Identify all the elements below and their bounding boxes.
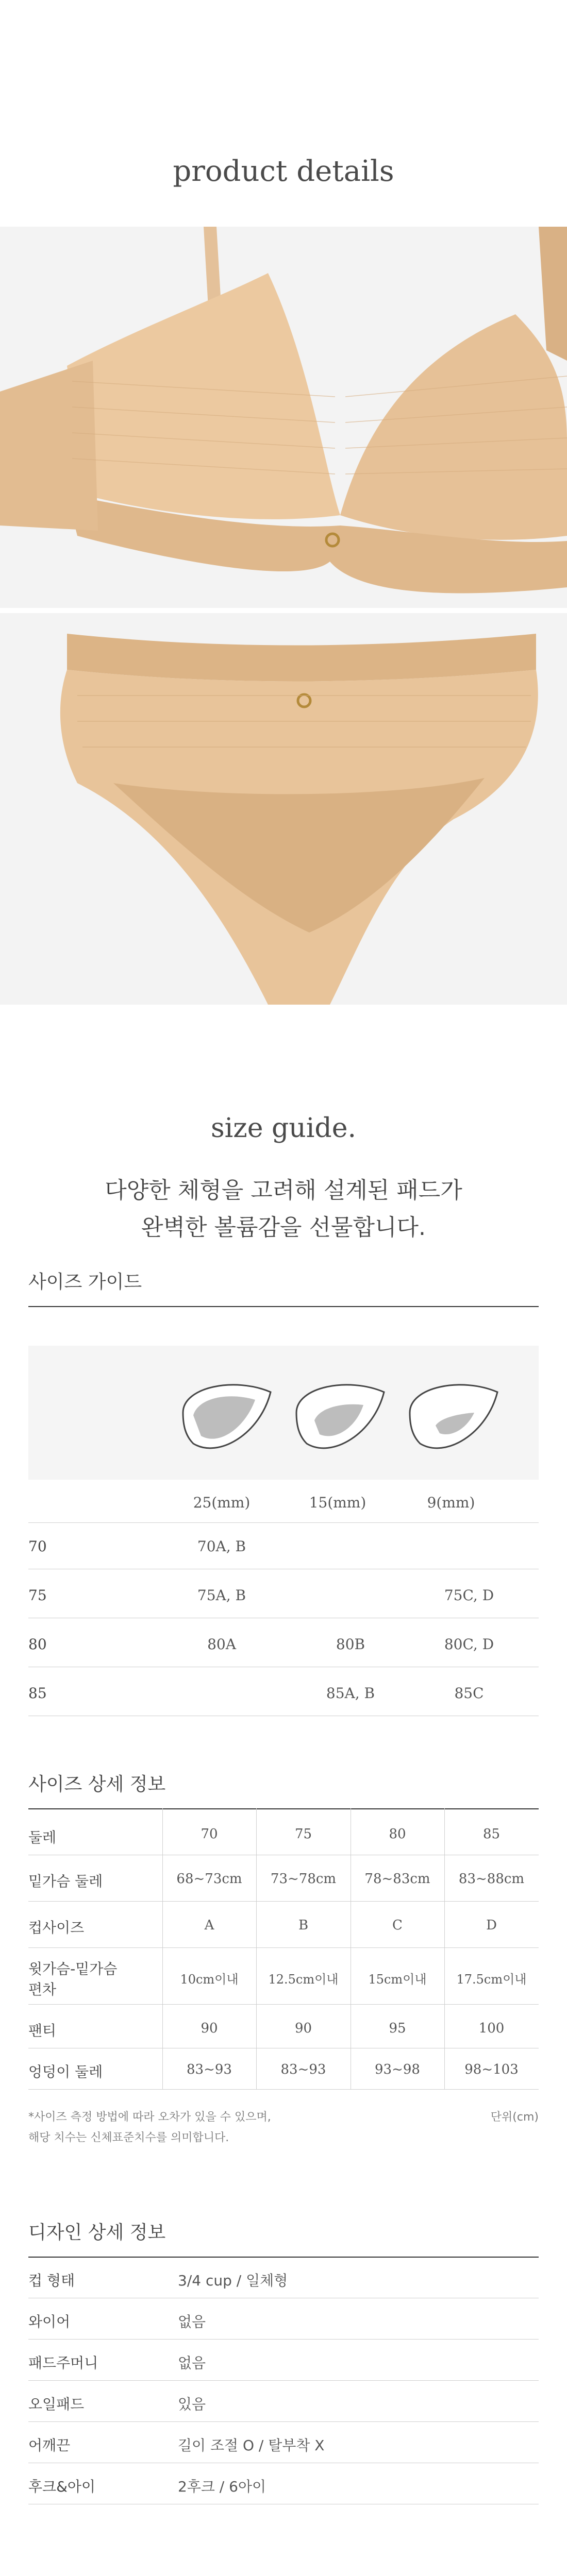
detail-cell: 100: [478, 2021, 505, 2036]
design-value: 3/4 cup / 일체형: [178, 2272, 288, 2289]
detail-label: 밑가슴 둘레: [28, 1873, 103, 1890]
detail-cell: D: [486, 1918, 497, 1933]
size-cell: 80A: [207, 1636, 236, 1653]
column-divider: [162, 1808, 163, 2089]
detail-cell: 78~83cm: [364, 1871, 430, 1887]
detail-cell: 70: [201, 1826, 218, 1842]
design-value: 없음: [178, 2313, 206, 2330]
design-value: 있음: [178, 2396, 206, 2413]
size-guide-title: size guide.: [210, 1113, 356, 1144]
divider: [28, 1522, 539, 1523]
divider: [28, 2257, 539, 2258]
panty-photo: [0, 613, 567, 1005]
detail-label: 컵사이즈: [28, 1919, 85, 1936]
size-cell: 85A, B: [326, 1685, 375, 1702]
detail-cell: 95: [389, 2021, 406, 2036]
detail-cell: 17.5cm이내: [456, 1972, 527, 1987]
divider: [28, 1808, 539, 1809]
size-cell: 85C: [454, 1685, 484, 1702]
band-label: 70: [28, 1538, 47, 1555]
divider: [28, 1306, 539, 1307]
divider: [28, 2380, 539, 2381]
cup-9mm-icon: [410, 1385, 497, 1448]
detail-label: 둘레: [28, 1829, 57, 1846]
divider: [28, 2421, 539, 2422]
design-value: 길이 조절 O / 탈부착 X: [178, 2437, 325, 2454]
detail-cell: 90: [201, 2021, 218, 2036]
size-cell: 80C, D: [444, 1636, 494, 1653]
detail-cell: 90: [294, 2021, 312, 2036]
cup-label-25: 25(mm): [193, 1494, 251, 1511]
detail-table-title: 사이즈 상세 정보: [28, 1774, 166, 1795]
detail-cell: 83~93: [187, 2062, 232, 2077]
detail-cell: B: [298, 1918, 309, 1933]
detail-cell: 75: [294, 1826, 312, 1842]
band-label: 75: [28, 1587, 47, 1604]
size-guide-intro: [0, 1172, 567, 1246]
size-cell: 80B: [336, 1636, 365, 1653]
detail-cell: C: [392, 1918, 403, 1933]
divider: [28, 1901, 539, 1902]
design-label: 후크&아이: [28, 2478, 96, 2495]
unit-label: 단위(cm): [490, 2111, 539, 2124]
column-divider: [444, 1808, 445, 2089]
band-label: 80: [28, 1636, 47, 1653]
bra-photo: [0, 227, 567, 608]
design-table-title: 디자인 상세 정보: [28, 2222, 166, 2243]
detail-cell: 98~103: [464, 2062, 519, 2077]
cup-label-9: 9(mm): [427, 1494, 475, 1511]
product-details-title: product details: [173, 155, 394, 188]
detail-cell: 93~98: [375, 2062, 420, 2077]
detail-label: 엉덩이 둘레: [28, 2063, 103, 2080]
design-label: 오일패드: [28, 2396, 85, 2413]
detail-label: 윗가슴-밑가슴: [28, 1960, 118, 1977]
detail-cell: 15cm이내: [368, 1972, 427, 1987]
detail-cell: 68~73cm: [176, 1871, 242, 1887]
detail-cell: A: [204, 1918, 214, 1933]
design-label: 와이어: [28, 2313, 71, 2330]
size-table-title: 사이즈 가이드: [28, 1272, 142, 1293]
divider: [28, 2089, 539, 2090]
detail-cell: 85: [482, 1826, 501, 1842]
note-line-1: *사이즈 측정 방법에 따라 오차가 있을 수 있으며,: [28, 2111, 271, 2124]
cup-15mm-icon: [296, 1385, 384, 1448]
design-label: 어깨끈: [28, 2437, 71, 2454]
detail-cell: 10cm이내: [180, 1972, 239, 1987]
detail-label: 팬티: [28, 2022, 57, 2039]
detail-label: 편차: [28, 1981, 57, 1998]
detail-cell: 80: [389, 1826, 406, 1842]
cup-label-15: 15(mm): [309, 1494, 366, 1511]
column-divider: [256, 1808, 257, 2089]
band-label: 85: [28, 1685, 47, 1702]
design-value: 2후크 / 6아이: [178, 2478, 266, 2495]
design-value: 없음: [178, 2354, 206, 2371]
divider: [28, 2004, 539, 2005]
design-label: 컵 형태: [28, 2272, 75, 2289]
size-cell: 75C, D: [444, 1587, 494, 1604]
size-cell: 70A, B: [197, 1538, 246, 1555]
size-cell: 75A, B: [197, 1587, 246, 1604]
design-label: 패드주머니: [28, 2354, 98, 2371]
detail-cell: 83~88cm: [458, 1871, 525, 1887]
detail-cell: 83~93: [280, 2062, 326, 2077]
intro-line-2: 완벽한 볼륨감을 선물합니다.: [141, 1214, 426, 1241]
cup-illustration-band: [28, 1346, 539, 1480]
divider: [28, 2339, 539, 2340]
intro-line-1: 다양한 체형을 고려해 설계된 패드가: [105, 1177, 462, 1204]
detail-cell: 73~78cm: [270, 1871, 337, 1887]
note-line-2: 해당 치수는 신체표준치수를 의미합니다.: [28, 2131, 229, 2144]
divider: [28, 1947, 539, 1948]
detail-cell: 12.5cm이내: [268, 1972, 339, 1987]
cup-25mm-icon: [183, 1385, 271, 1448]
measurement-note: [28, 2107, 271, 2148]
